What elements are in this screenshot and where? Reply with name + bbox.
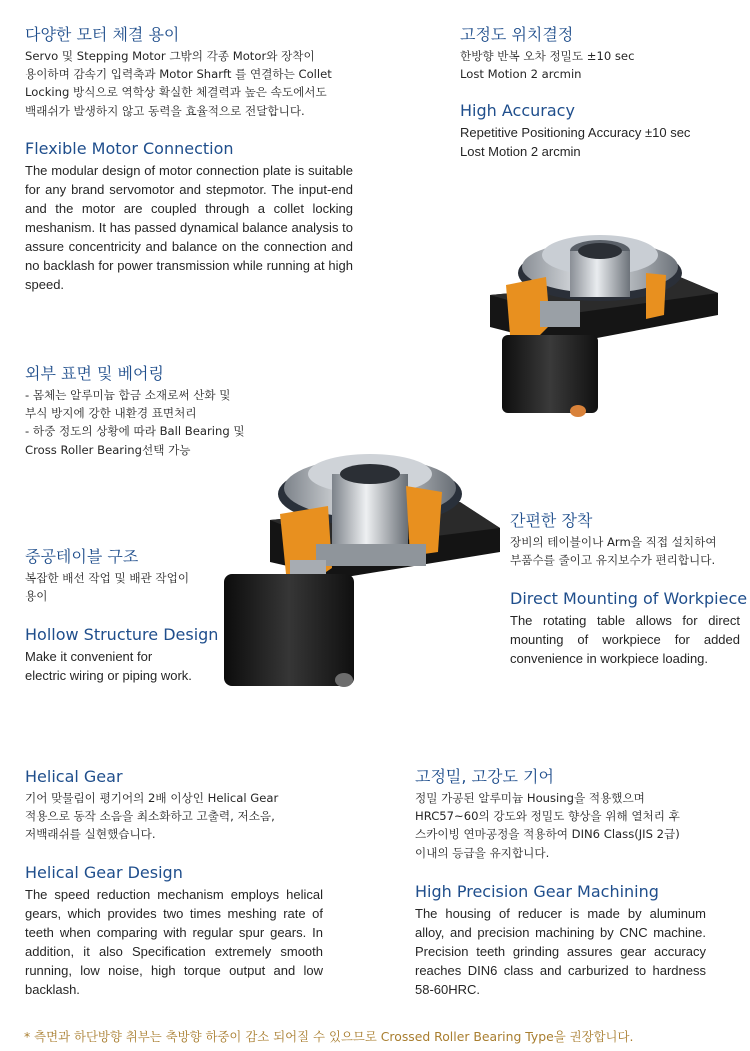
position-kr-block — [460, 25, 740, 83]
mounting-en-text: The rotating table allows for direct mounting of workpiece for added convenience in workpiece loading. — [510, 613, 740, 666]
precision-kr-block — [415, 767, 735, 862]
position-kr-text: 한방향 반복 오차 정밀도 ±10 sec Lost Motion 2 arcmin — [460, 49, 635, 82]
helical-kr-block — [25, 767, 345, 844]
helical-en-title: Helical Gear Design — [25, 863, 183, 882]
motor-en-text: The modular design of motor connection plate is suitable for any brand servomotor and stepmotor. The input-end and the motor are coupled through a collet locking meshanism. It has passed dynamical balance analysis to assure concentricity and balance on the connection and no backlash for power transmission while running at high speed. — [25, 163, 353, 292]
precision-en-block — [415, 882, 706, 999]
surface-kr-text: - 몸체는 알루미늄 합금 소재로써 산화 및 부식 방지에 강한 내환경 표면처리 - 하중 정도의 상황에 따라 Ball Bearing 및 Cross Roller Bearing선택 가능 — [25, 388, 245, 457]
motor-en-block — [25, 139, 353, 294]
hollow-kr-block — [25, 547, 235, 605]
rotary-table-image-upper — [450, 215, 730, 430]
footnote: * 측면과 하단방향 취부는 축방향 하중이 감소 되어질 수 있으므로 Crossed Roller Bearing Type을 권장합니다. — [24, 1029, 634, 1044]
precision-en-text: The housing of reducer is made by aluminum alloy, and precision machining by CNC machine. Precision teeth grinding assures gear accuracy reaches DIN6 class and carburized to hardness 58-60HRC. — [415, 906, 706, 997]
hollow-kr-text: 복잡한 배선 작업 및 배관 작업이 용이 — [25, 571, 190, 604]
helical-en-block — [25, 863, 323, 999]
motor-kr-block — [25, 25, 360, 120]
precision-en-title: High Precision Gear Machining — [415, 882, 659, 901]
hollow-en-title: Hollow Structure Design — [25, 625, 219, 644]
hollow-en-text: Make it convenient for electric wiring or piping work. — [25, 649, 192, 683]
motor-en-title: Flexible Motor Connection — [25, 139, 234, 158]
precision-kr-title: 고정밀, 고강도 기어 — [415, 767, 554, 786]
motor-kr-title: 다양한 모터 체결 용이 — [25, 25, 180, 44]
helical-en-text: The speed reduction mechanism employs helical gears, which provides two times meshing rate of teeth when comparing with regular spur gears. In addition, it also Specification extremely smooth running, low noise, high torque output and low backlash. — [25, 887, 323, 997]
accuracy-en-title: High Accuracy — [460, 101, 575, 120]
mounting-kr-title: 간편한 장착 — [510, 511, 593, 530]
mounting-kr-block — [510, 511, 740, 569]
accuracy-en-text: Repetitive Positioning Accuracy ±10 sec Lost Motion 2 arcmin — [460, 125, 691, 159]
mounting-kr-text: 장비의 테이블이나 Arm을 직접 설치하여 부품수를 줄이고 유지보수가 편리합니다. — [510, 535, 717, 568]
position-kr-title: 고정도 위치결정 — [460, 25, 574, 44]
helical-kr-text: 기어 맞물림이 평기어의 2배 이상인 Helical Gear 적용으로 동작 소음을 최소화하고 고출력, 저소음, 저백래쉬를 실현했습니다. — [25, 791, 279, 842]
mounting-en-title: Direct Mounting of Workpiece — [510, 589, 748, 608]
accuracy-en-block — [460, 101, 740, 161]
mounting-en-block — [510, 589, 748, 668]
rotary-table-image-center — [220, 448, 505, 713]
precision-kr-text: 정밀 가공된 알루미늄 Housing을 적용했으며 HRC57~60의 강도와 정밀도 향상을 위해 열처리 후 스카이빙 연마공정을 적용하여 DIN6 Class(JIS 2급) 이내의 등급을 유지합니다. — [415, 791, 680, 860]
helical-kr-title: Helical Gear — [25, 767, 123, 786]
surface-kr-block — [25, 364, 315, 459]
hollow-en-block — [25, 625, 235, 685]
surface-kr-title: 외부 표면 및 베어링 — [25, 364, 164, 383]
hollow-kr-title: 중공테이블 구조 — [25, 547, 139, 566]
motor-kr-text: Servo 및 Stepping Motor 그밖의 각종 Motor와 장착이 용이하며 감속기 입력축과 Motor Sharft 를 연결하는 Collet Locking 방식으로 역학상 확실한 체결력과 높은 속도에서도 백래쉬가 발생하지 않고 동력을 효율적으로 전달합니다. — [25, 49, 332, 118]
